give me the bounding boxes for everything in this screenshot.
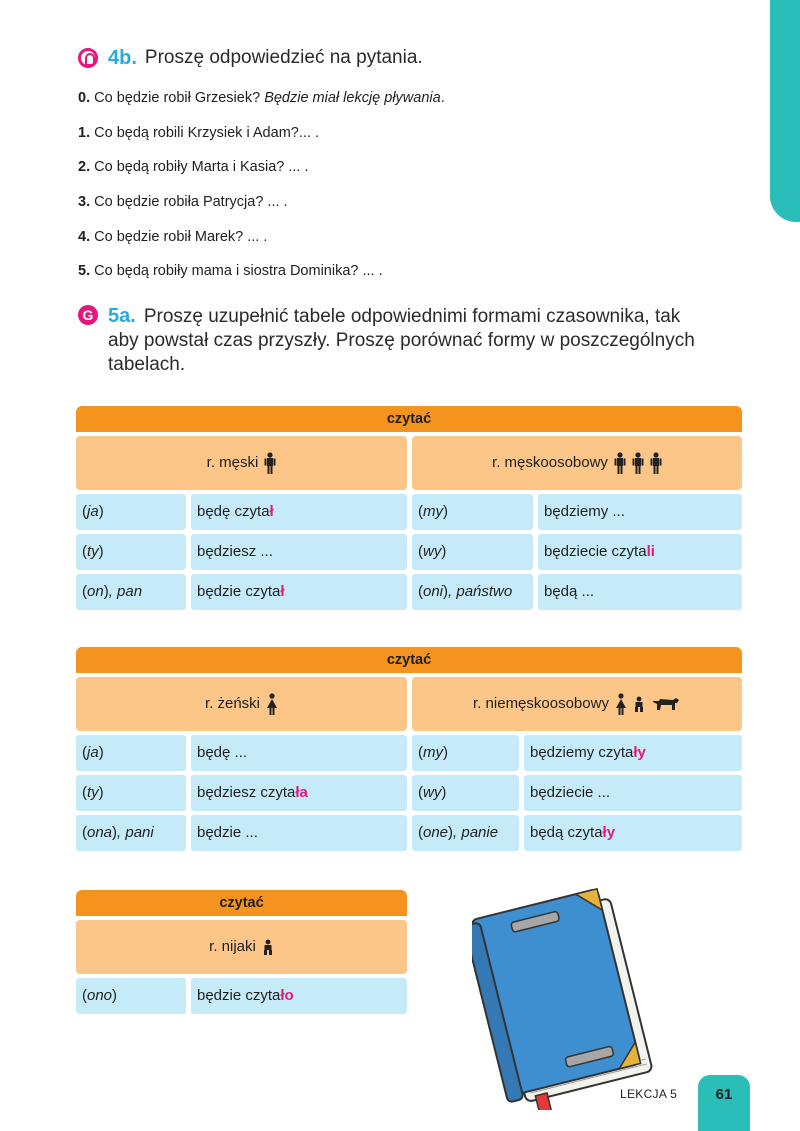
verb-cell: będziecie czytali xyxy=(538,534,742,570)
child-icon xyxy=(262,939,274,955)
gender-header-non-masculine-personal: r. niemęskoosobowy xyxy=(412,677,742,731)
gender-header-masculine: r. męski xyxy=(76,436,407,490)
exercise-line-3: tabelach. xyxy=(108,354,186,375)
woman-icon xyxy=(615,693,627,715)
book-illustration xyxy=(472,880,672,1110)
pronoun-cell: (my) xyxy=(412,494,533,530)
pronoun-cell: (wy) xyxy=(412,775,519,811)
verb-cell: będą czytały xyxy=(524,815,742,851)
speaking-icon xyxy=(78,48,98,68)
table-row xyxy=(76,534,742,570)
exercise-line-2: aby powstał czas przyszły. Proszę porównać formy w poszczególnych xyxy=(108,330,695,351)
table-row xyxy=(76,775,742,811)
verb-cell: będziemy czytały xyxy=(524,735,742,771)
pronoun-cell: (oni), państwo xyxy=(412,574,533,610)
pronoun-cell: (ono) xyxy=(76,978,186,1014)
exercise-line-1: Proszę uzupełnić tabele odpowiednimi formami czasownika, tak xyxy=(143,306,681,327)
table-row xyxy=(76,978,407,1014)
pronoun-cell: (ty) xyxy=(76,775,186,811)
conjugation-table-masculine xyxy=(76,406,742,610)
table-row xyxy=(76,815,742,851)
verb-cell: będziemy ... xyxy=(538,494,742,530)
pronoun-cell: (ja) xyxy=(76,494,186,530)
side-tab-marker xyxy=(770,0,800,222)
dog-icon xyxy=(651,697,681,711)
verb-cell: będzie ... xyxy=(191,815,407,851)
pronoun-cell: (ty) xyxy=(76,534,186,570)
table-row xyxy=(76,735,742,771)
verb-cell: będziecie ... xyxy=(524,775,742,811)
question-item: 1. Co będą robili Krzysiek i Adam?... . xyxy=(78,124,319,141)
verb-cell: będę ... xyxy=(191,735,407,771)
table-title: czytać xyxy=(76,890,407,916)
pronoun-cell: (my) xyxy=(412,735,519,771)
pronoun-cell: (wy) xyxy=(412,534,533,570)
question-item: 5. Co będą robiły mama i siostra Dominika? ... . xyxy=(78,263,383,280)
question-item: 4. Co będzie robił Marek? ... . xyxy=(78,228,268,245)
exercise-number: 5a. xyxy=(108,305,136,327)
exercise-title: Proszę odpowiedzieć na pytania. xyxy=(144,47,423,68)
verb-cell: będziesz czytała xyxy=(191,775,407,811)
verb-cell: będę czytał xyxy=(191,494,407,530)
gender-header-feminine: r. żeński xyxy=(76,677,407,731)
gender-header-neuter: r. nijaki xyxy=(76,920,407,974)
pronoun-cell: (ona), pani xyxy=(76,815,186,851)
exercise-4b-heading xyxy=(78,47,423,70)
table-title: czytać xyxy=(76,647,742,673)
grammar-icon: G xyxy=(78,305,98,325)
question-list xyxy=(78,88,445,296)
verb-cell: będą ... xyxy=(538,574,742,610)
verb-cell: będzie czytało xyxy=(191,978,407,1014)
question-item: 0. Co będzie robił Grzesiek? Będzie miał lekcję pływania. xyxy=(78,90,445,106)
question-item: 3. Co będzie robiła Patrycja? ... . xyxy=(78,194,288,211)
gender-header-masculine-personal: r. męskoosobowy xyxy=(412,436,742,490)
verb-cell: będziesz ... xyxy=(191,534,407,570)
conjugation-table-neuter xyxy=(76,890,407,1014)
pronoun-cell: (ja) xyxy=(76,735,186,771)
pronoun-cell: (on), pan xyxy=(76,574,186,610)
lesson-label: LEKCJA 5 xyxy=(620,1087,678,1101)
child-icon xyxy=(633,696,645,712)
conjugation-table-feminine xyxy=(76,647,742,851)
man-icon xyxy=(632,452,644,474)
verb-cell: będzie czytał xyxy=(191,574,407,610)
man-icon xyxy=(264,452,276,474)
table-row xyxy=(76,574,742,610)
table-row xyxy=(76,494,742,530)
exercise-5a-heading xyxy=(78,304,695,377)
page-number: 61 xyxy=(698,1075,750,1131)
woman-icon xyxy=(266,693,278,715)
man-icon xyxy=(614,452,626,474)
pronoun-cell: (one), panie xyxy=(412,815,519,851)
table-title: czytać xyxy=(76,406,742,432)
man-icon xyxy=(650,452,662,474)
exercise-number: 4b. xyxy=(108,47,137,69)
question-item: 2. Co będą robiły Marta i Kasia? ... . xyxy=(78,159,309,176)
